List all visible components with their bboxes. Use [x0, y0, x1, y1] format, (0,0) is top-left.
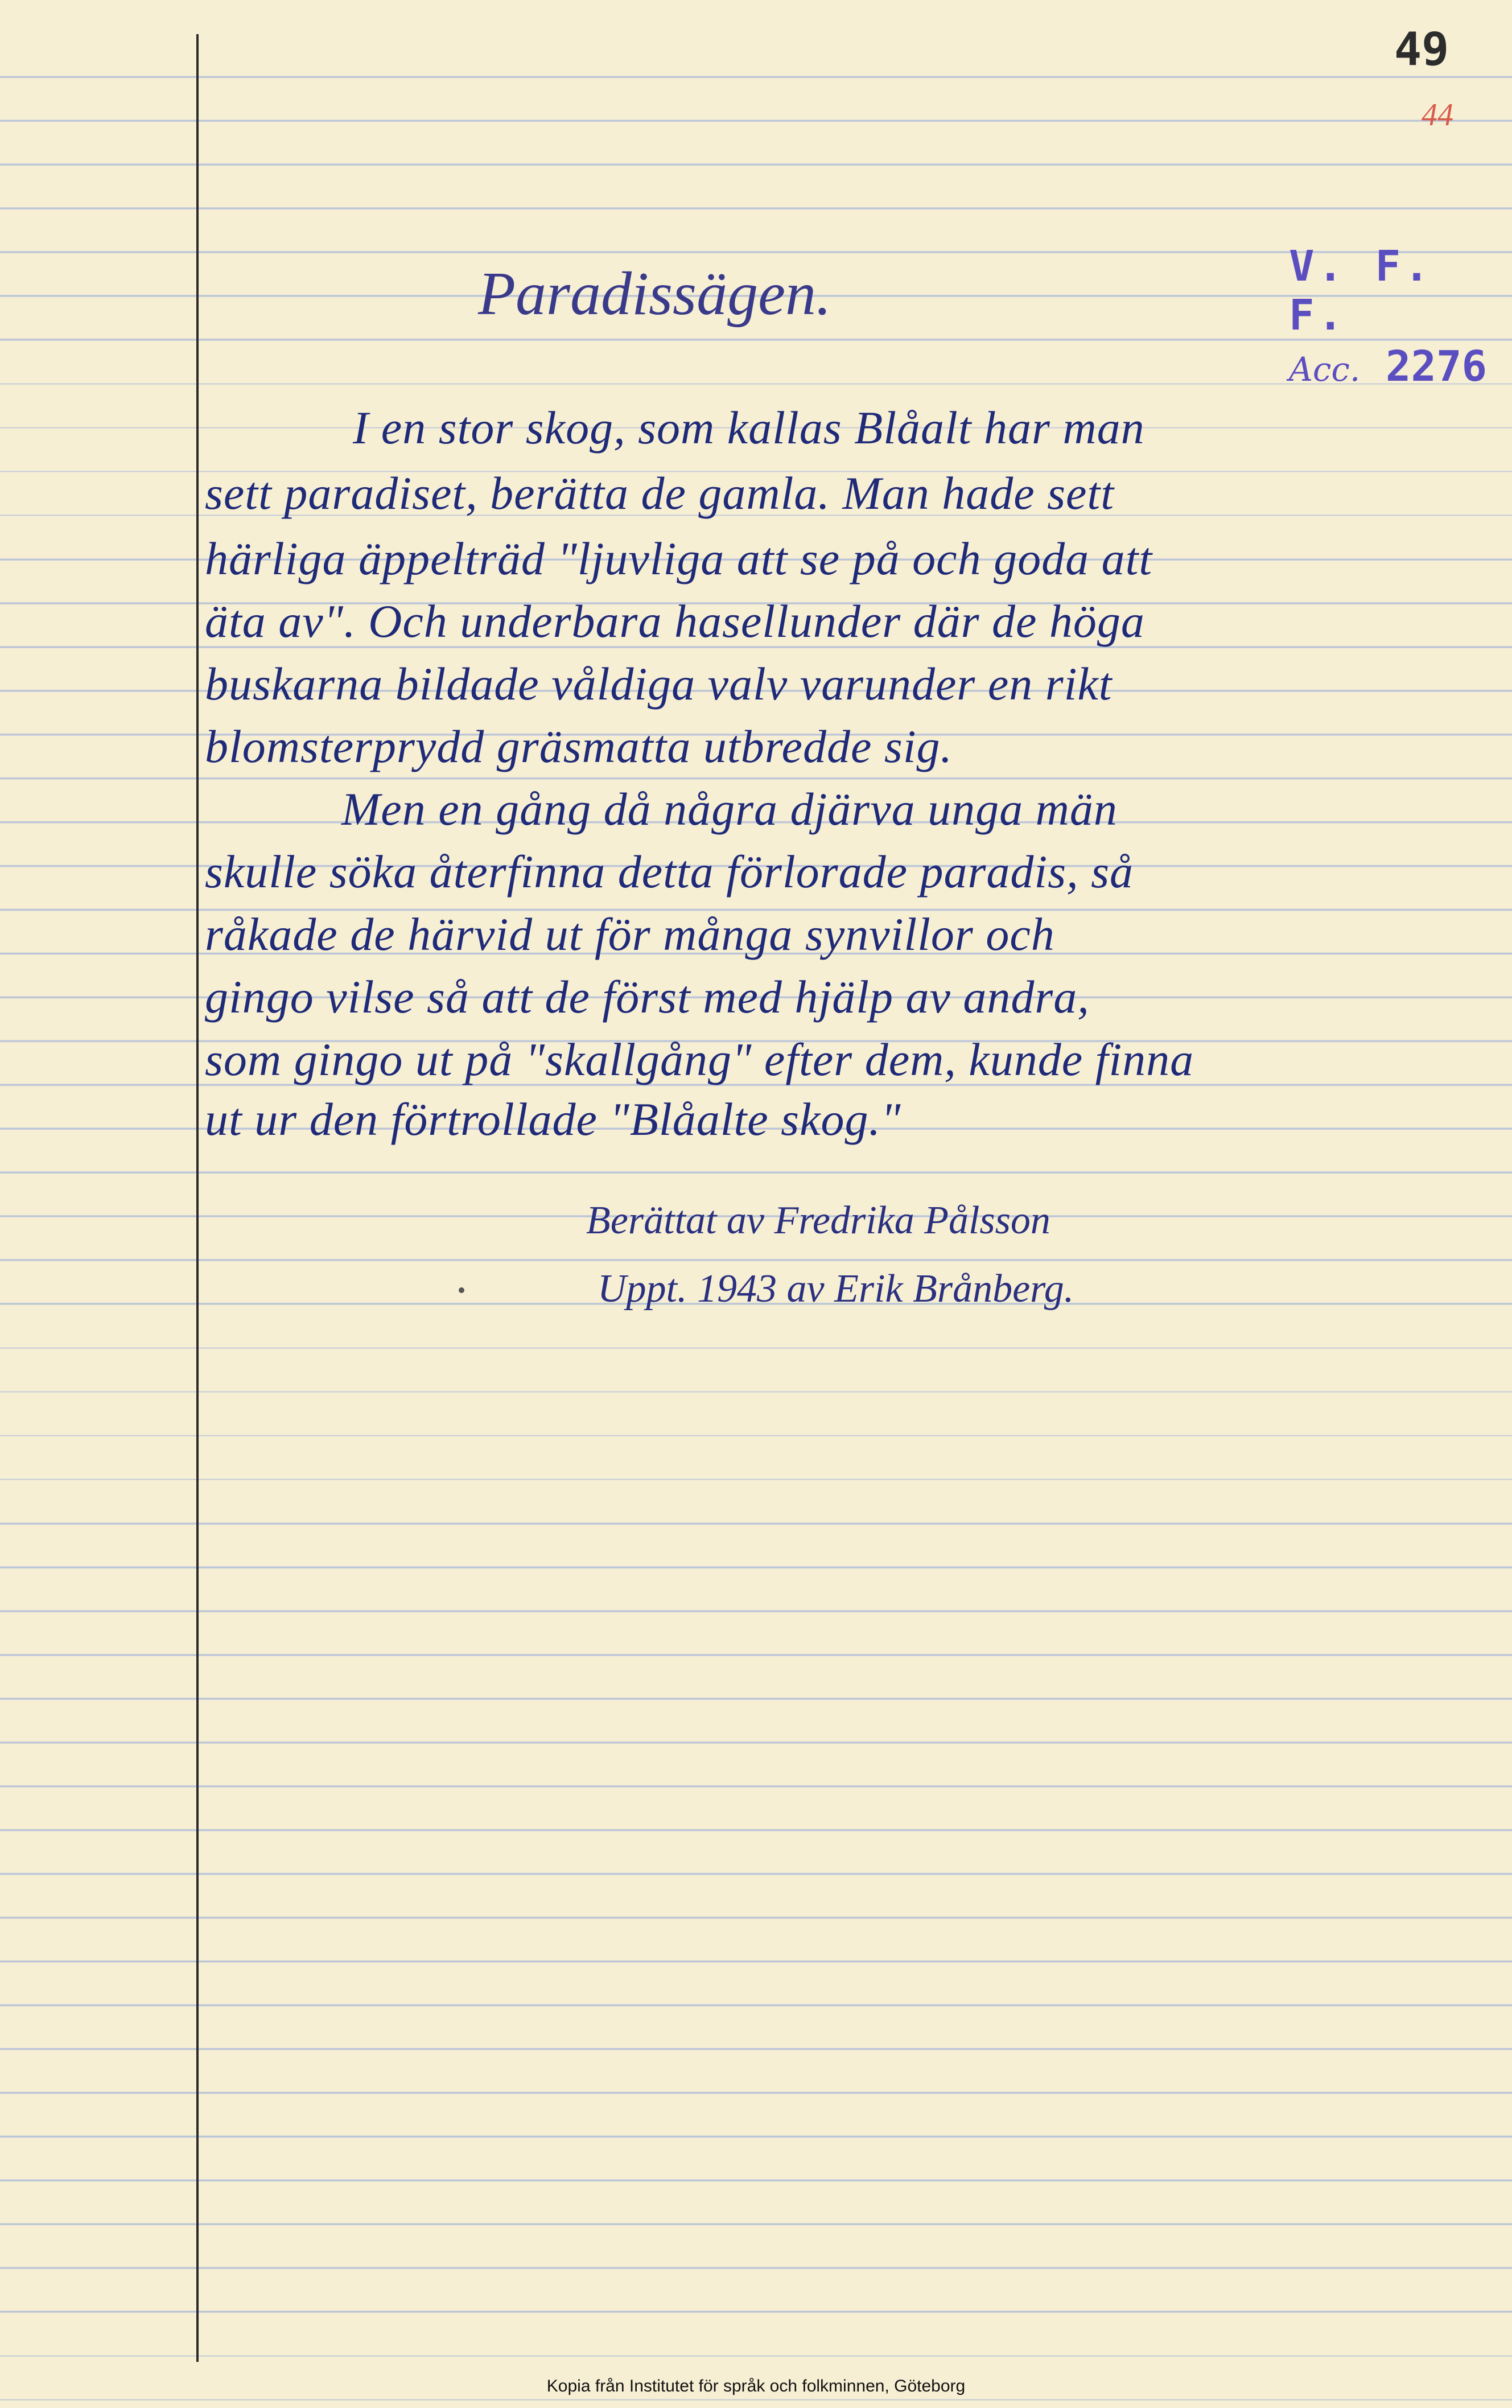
text-line-10: gingo vilse så att de först med hjälp av andra, — [205, 971, 1090, 1023]
recorder-line: Uppt. 1943 av Erik Brånberg. — [598, 1267, 1074, 1311]
text-line-6: blomsterprydd gräsmatta utbredde sig. — [205, 721, 953, 772]
footer-credit: Kopia från Institutet för språk och folkminnen, Göteborg — [546, 2377, 966, 2395]
text-line-11: som gingo ut på "skallgång" efter dem, kunde finna — [205, 1034, 1194, 1085]
stamp-accession — [1289, 342, 1494, 391]
text-line-12: ut ur den förtrollade "Blåalte skog." — [205, 1093, 901, 1145]
archive-stamp — [1289, 242, 1494, 391]
stamp-vff: V. F. F. — [1289, 242, 1433, 340]
text-line-5: buskarna bildade våldiga valv varunder en rikt — [205, 658, 1113, 710]
text-line-4: äta av". Och underbara hasellunder där de höga — [205, 595, 1145, 647]
margin-line — [196, 34, 199, 2362]
stamp-acc-number: 2276 — [1385, 342, 1488, 391]
ink-dot — [459, 1287, 464, 1293]
text-line-2: sett paradiset, berätta de gamla. Man hade sett — [205, 467, 1114, 519]
text-line-3: härliga äppelträd "ljuvliga att se på och goda att — [205, 533, 1153, 584]
document-title: Paradissägen. — [478, 260, 831, 328]
narrator-line: Berättat av Fredrika Pålsson — [586, 1199, 1050, 1242]
text-line-8: skulle söka återfinna detta förlorade paradis, så — [205, 846, 1134, 898]
stamp-acc-label: Acc. — [1289, 350, 1361, 389]
page-number: 49 — [1394, 23, 1449, 76]
text-line-9: råkade de härvid ut för många synvillor och — [205, 908, 1055, 960]
text-line-7: Men en gång då några djärva unga män — [341, 783, 1118, 835]
text-line-1: I en stor skog, som kallas Blåalt har man — [353, 402, 1145, 454]
page-number-annotation: 44 — [1422, 97, 1453, 133]
